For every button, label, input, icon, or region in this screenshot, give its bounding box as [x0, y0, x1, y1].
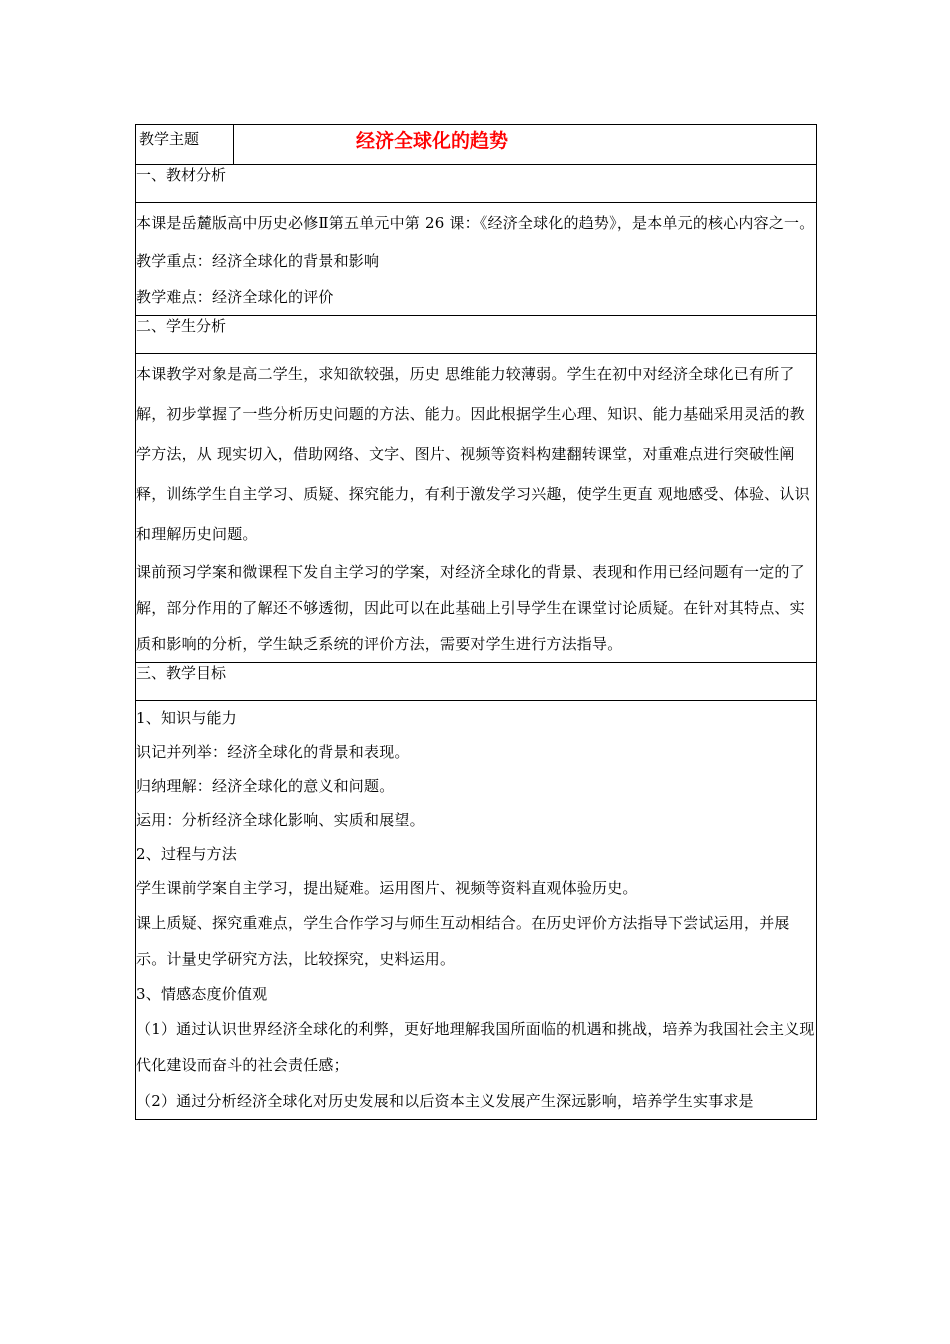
paragraph: 识记并列举：经济全球化的背景和表现。 — [136, 743, 410, 761]
paragraph: 课上质疑、探究重难点，学生合作学习与师生互动相结合。在历史评价方法指导下尝试运用，并展示。计量史学研究方法，比较探究，史料运用。 — [136, 914, 790, 968]
topic-label-cell — [136, 125, 234, 165]
section-heading-goals: 三、教学目标 — [136, 663, 817, 701]
paragraph: 教学难点：经济全球化的评价 — [136, 288, 334, 306]
paragraph: 3、情感态度价值观 — [136, 985, 268, 1003]
paragraph: （2）通过分析经济全球化对历史发展和以后资本主义发展产生深远影响，培养学生实事求是 — [136, 1092, 754, 1110]
paragraph: 1、知识与能力 — [136, 709, 237, 727]
topic-title-cell — [234, 125, 817, 165]
paragraph: 归纳理解：经济全球化的意义和问题。 — [136, 777, 395, 795]
paragraph: 本课教学对象是高二学生，求知欲较强，历史 思维能力较薄弱。学生在初中对经济全球化已有所了解，初步掌握了一些分析历史问题的方法、能力。因此根据学生心理、知识、能力基础采用灵活的教学方法，从 现实切入，借助网络、文字、图片、视频等资料构建翻转课堂，对重难点进行突破性阐释，训练学生自主学习、质疑、探究能力，有利于激发学习兴趣，使学生更直 观地感受、体验、认识和理解历史问题。 — [136, 365, 810, 543]
lesson-plan-sheet — [135, 124, 816, 1120]
paragraph: 教学重点：经济全球化的背景和影响 — [136, 252, 380, 270]
goals-body-row — [136, 701, 817, 1120]
student-body-row — [136, 354, 817, 663]
lesson-plan-table — [135, 124, 817, 1120]
section-body-goals — [136, 701, 817, 1120]
topic-label: 教学主题 — [139, 130, 200, 148]
paragraph: 2、过程与方法 — [136, 845, 237, 863]
page-title: 经济全球化的趋势 — [356, 130, 509, 152]
paragraph: 课前预习学案和微课程下发自主学习的学案，对经济全球化的背景、表现和作用已经问题有一定的了解，部分作用的了解还不够透彻，因此可以在此基础上引导学生在课堂讨论质疑。在针对其特点、实质和影响的分析，学生缺乏系统的评价方法，需要对学生进行方法指导。 — [136, 563, 805, 653]
material-heading-row — [136, 165, 817, 203]
material-body-row — [136, 203, 817, 316]
section-heading-student: 二、学生分析 — [136, 316, 817, 354]
section-heading-material: 一、教材分析 — [136, 165, 817, 203]
paragraph: 学生课前学案自主学习，提出疑难。运用图片、视频等资料直观体验历史。 — [136, 879, 638, 897]
section-body-material — [136, 203, 817, 316]
goals-heading-row — [136, 663, 817, 701]
paragraph: 本课是岳麓版高中历史必修Ⅱ第五单元中第 26 课：《经济全球化的趋势》，是本单元的核心内容之一。 — [136, 214, 815, 232]
student-heading-row — [136, 316, 817, 354]
paragraph: （1）通过认识世界经济全球化的利弊，更好地理解我国所面临的机遇和挑战，培养为我国社会主义现代化建设而奋斗的社会责任感； — [136, 1020, 815, 1074]
topic-row — [136, 125, 817, 165]
paragraph: 运用：分析经济全球化影响、实质和展望。 — [136, 811, 425, 829]
section-body-student — [136, 354, 817, 663]
